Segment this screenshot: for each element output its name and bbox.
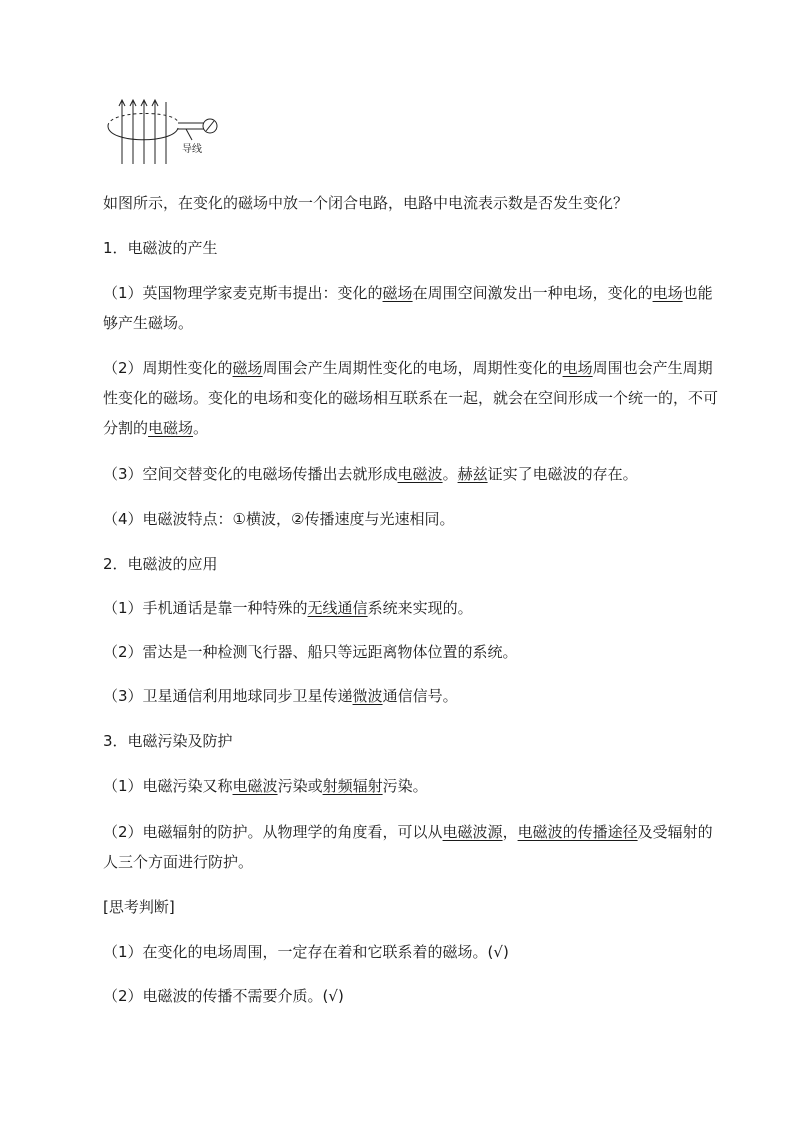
wire-label: 导线 [182,144,202,155]
s2-p1: （1）手机通话是靠一种特殊的无线通信系统来实现的。 [103,599,473,617]
judge-q2: （2）电磁波的传播不需要介质。(√) [103,987,344,1005]
intro-question: 如图所示，在变化的磁场中放一个闭合电路，电路中电流表示数是否发生变化？ [103,194,629,212]
section-1-heading: 1．电磁波的产生 [103,239,218,257]
coil-ammeter-figure [100,92,230,172]
section-3-heading: 3．电磁污染及防护 [103,732,233,750]
s3-p2: （2）电磁辐射的防护。从物理学的角度看，可以从电磁波源，电磁波的传播途径及受辐射的人三个方面进行防护。 [103,823,713,871]
section-2-heading: 2．电磁波的应用 [103,555,218,573]
s2-p3: （3）卫星通信利用地球同步卫星传递微波通信信号。 [103,687,458,705]
s1-p4: （4）电磁波特点：①横波，②传播速度与光速相同。 [103,510,455,528]
s1-p3: （3）空间交替变化的电磁场传播出去就形成电磁波。赫兹证实了电磁波的存在。 [103,465,638,483]
judge-heading: [思考判断] [103,898,175,916]
s2-p2: （2）雷达是一种检测飞行器、船只等远距离物体位置的系统。 [103,643,518,661]
s1-p1: （1）英国物理学家麦克斯韦提出：变化的磁场在周围空间激发出一种电场，变化的电场也能够产生磁场。 [103,284,713,332]
s1-p2: （2）周期性变化的磁场周围会产生周期性变化的电场，周期性变化的电场周围也会产生周期性变化的磁场。变化的电场和变化的磁场相互联系在一起，就会在空间形成一个统一的，不可分割的电磁场。 [103,359,719,437]
s3-p1: （1）电磁污染又称电磁波污染或射频辐射污染。 [103,777,428,795]
judge-q1: （1）在变化的电场周围，一定存在着和它联系着的磁场。(√) [103,943,509,961]
